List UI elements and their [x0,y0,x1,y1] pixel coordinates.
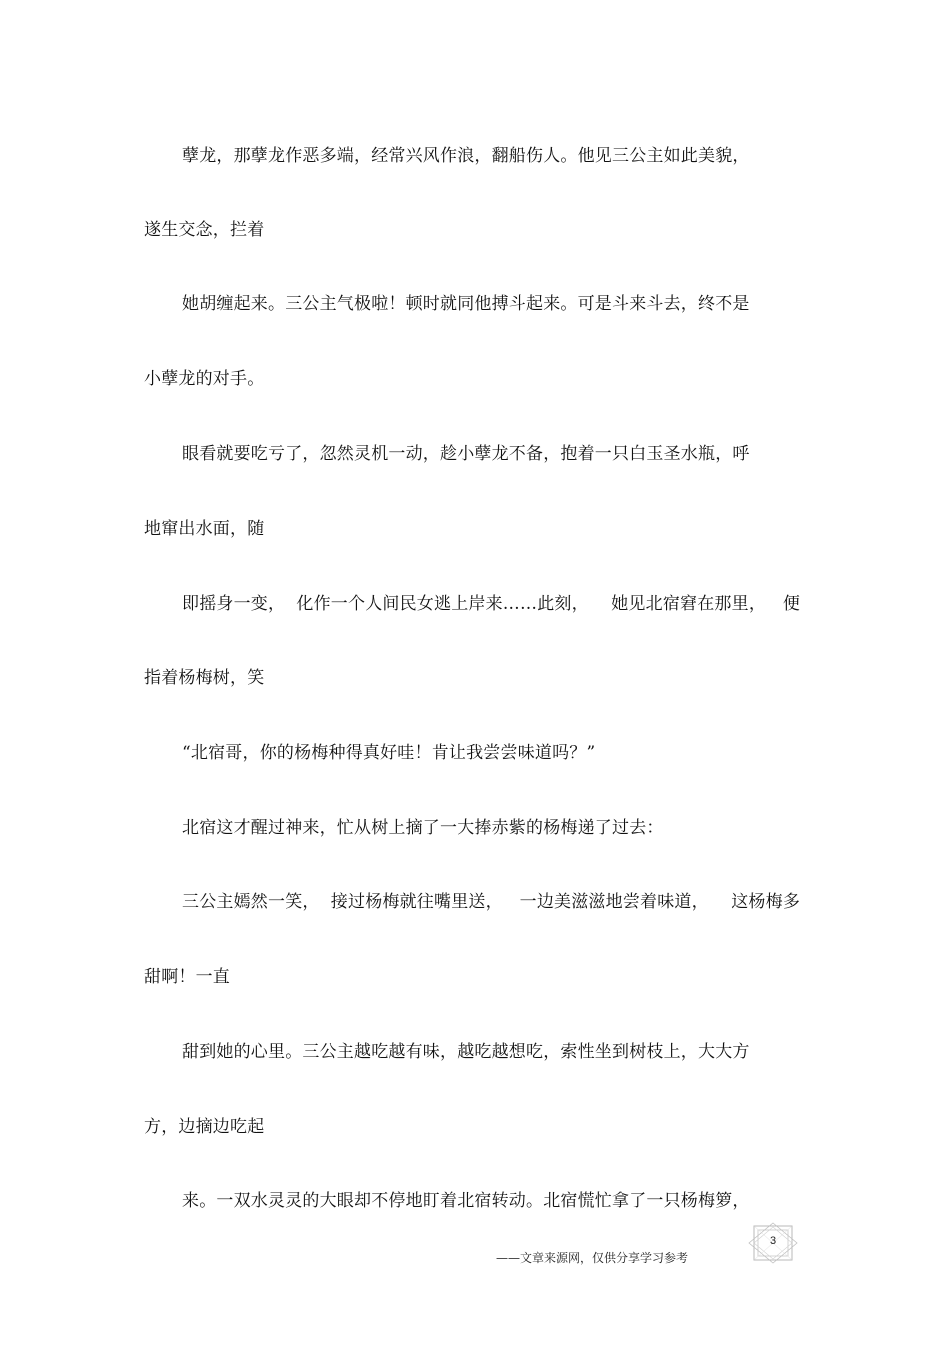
page-number-badge [746,1222,800,1264]
paragraph-line: 地窜出水面，随 [144,519,265,539]
paragraph-line: 孽龙，那孽龙作恶多端，经常兴风作浪，翻船伤人。他见三公主如此美貌， [182,146,750,166]
paragraph-line: 甜到她的心里。三公主越吃越有味，越吃越想吃，索性坐到树枝上，大大方 [182,1042,750,1062]
paragraph-line: 遂生交念，拦着 [144,220,265,240]
footer-source-note: ——文章来源网，仅供分享学习参考 [496,1251,689,1265]
paragraph-line: 指着杨梅树，笑 [144,668,265,688]
paragraph-line: 三公主嫣然一笑， 接过杨梅就往嘴里送， 一边美滋滋地尝着味道， 这杨梅多 [182,892,801,912]
paragraph-line: 眼看就要吃亏了，忽然灵机一动，趁小孽龙不备，抱着一只白玉圣水瓶，呼 [182,444,750,464]
paragraph-line: 方，边摘边吃起 [144,1117,265,1137]
paragraph-line: 北宿这才醒过神来，忙从树上摘了一大捧赤紫的杨梅递了过去： [182,818,664,838]
paragraph-line: 小孽龙的对手。 [144,369,265,389]
page-number: 3 [769,1235,777,1247]
paragraph-line: 甜啊！一直 [144,967,230,987]
paragraph-line: 来。一双水灵灵的大眼却不停地盯着北宿转动。北宿慌忙拿了一只杨梅箩， [182,1191,750,1211]
paragraph-line: 她胡缠起来。三公主气极啦！顿时就同他搏斗起来。可是斗来斗去，终不是 [182,294,750,314]
paragraph-line: 即摇身一变， 化作一个人间民女逃上岸来……此刻， 她见北宿窘在那里， 便 [182,594,801,614]
paragraph-line: “北宿哥，你的杨梅种得真好哇！肯让我尝尝味道吗？” [182,743,596,763]
